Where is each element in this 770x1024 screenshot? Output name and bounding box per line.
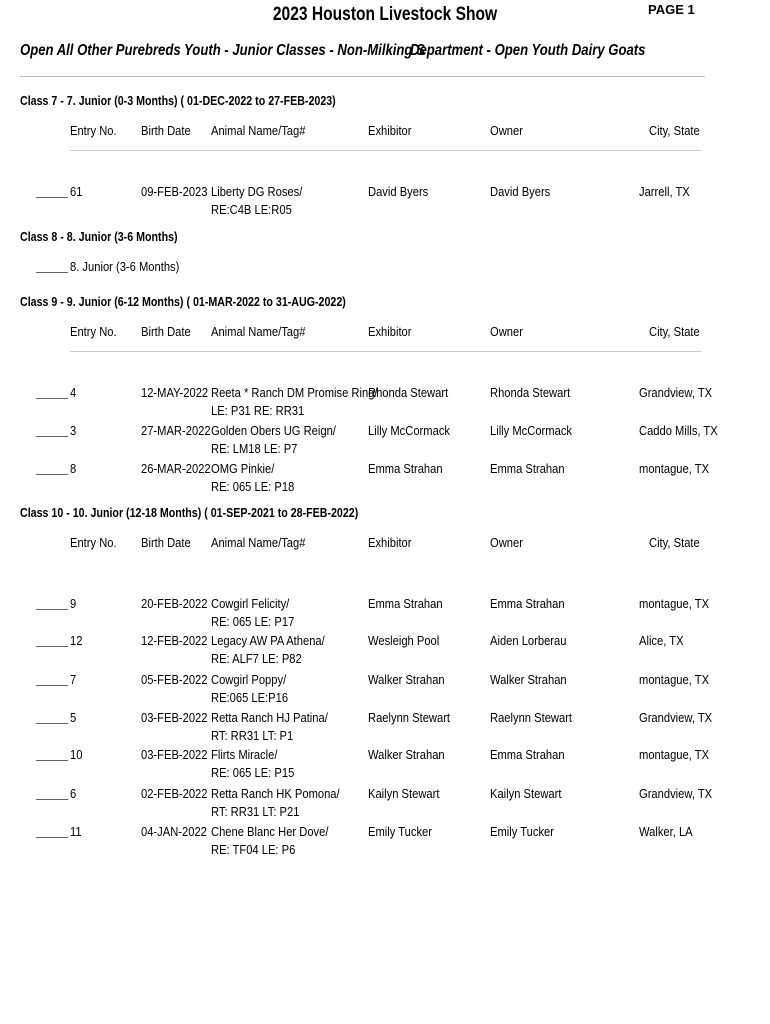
birth-date: 02-FEB-2022	[141, 786, 208, 801]
birth-date: 26-MAR-2022	[141, 461, 211, 476]
animal-tag: RE:065 LE:P16	[211, 690, 289, 705]
birth-date: 05-FEB-2022	[141, 672, 208, 687]
owner-name: Walker Strahan	[490, 672, 567, 687]
entry-number: 3	[70, 423, 77, 438]
city-state: Grandview, TX	[639, 786, 713, 801]
entry-number: 5	[70, 710, 77, 725]
col-animal-name: Animal Name/Tag#	[211, 535, 306, 550]
placing-blank[interactable]	[36, 474, 68, 475]
entry-number: 9	[70, 596, 77, 611]
exhibitor-name: Emma Strahan	[368, 596, 443, 611]
col-exhibitor: Exhibitor	[368, 324, 412, 339]
animal-tag: RT: RR31 LT: P21	[211, 804, 300, 819]
col-entry-no: Entry No.	[70, 123, 117, 138]
birth-date: 04-JAN-2022	[141, 824, 207, 839]
placing-blank[interactable]	[36, 837, 68, 838]
entry-number: 7	[70, 672, 77, 687]
placing-blank[interactable]	[36, 436, 68, 437]
animal-tag: RE: TF04 LE: P6	[211, 842, 296, 857]
animal-tag: RT: RR31 LT: P1	[211, 728, 294, 743]
animal-name: Liberty DG Roses/	[211, 184, 303, 199]
birth-date: 12-FEB-2022	[141, 633, 208, 648]
col-entry-no: Entry No.	[70, 324, 117, 339]
exhibitor-name: Walker Strahan	[368, 747, 445, 762]
department-name: Department - Open Youth Dairy Goats	[410, 42, 646, 59]
owner-name: Kailyn Stewart	[490, 786, 562, 801]
animal-tag: RE:C4B LE:R05	[211, 202, 292, 217]
col-animal-name: Animal Name/Tag#	[211, 324, 306, 339]
document-title: 2023 Houston Livestock Show	[272, 4, 498, 25]
animal-tag: RE: LM18 LE: P7	[211, 441, 298, 456]
animal-name: Legacy AW PA Athena/	[211, 633, 325, 648]
city-state: montague, TX	[639, 747, 710, 762]
city-state: montague, TX	[639, 461, 710, 476]
entry-number: 10	[70, 747, 83, 762]
placing-blank[interactable]	[36, 197, 68, 198]
placing-blank[interactable]	[36, 646, 68, 647]
col-entry-no: Entry No.	[70, 535, 117, 550]
class-9-heading: Class 9 - 9. Junior (6-12 Months) ( 01-MAR-2022 to 31-AUG-2022)	[20, 294, 346, 309]
animal-name: Flirts Miracle/	[211, 747, 278, 762]
exhibitor-name: Wesleigh Pool	[368, 633, 440, 648]
animal-name: Retta Ranch HJ Patina/	[211, 710, 328, 725]
exhibitor-name: Rhonda Stewart	[368, 385, 449, 400]
placing-blank[interactable]	[36, 685, 68, 686]
birth-date: 20-FEB-2022	[141, 596, 208, 611]
animal-name: Cowgirl Felicity/	[211, 596, 290, 611]
col-exhibitor: Exhibitor	[368, 535, 412, 550]
placing-blank[interactable]	[36, 609, 68, 610]
owner-name: Emma Strahan	[490, 461, 565, 476]
animal-tag: RE: 065 LE: P15	[211, 765, 295, 780]
class-8-heading: Class 8 - 8. Junior (3-6 Months)	[20, 229, 178, 244]
class-8-note: 8. Junior (3-6 Months)	[70, 259, 180, 274]
city-state: Grandview, TX	[639, 385, 713, 400]
owner-name: Rhonda Stewart	[490, 385, 571, 400]
owner-name: David Byers	[490, 184, 551, 199]
col-owner: Owner	[490, 324, 523, 339]
entry-number: 11	[70, 824, 82, 839]
placing-blank[interactable]	[36, 723, 68, 724]
page-number: PAGE 1	[648, 2, 695, 17]
placing-blank[interactable]	[36, 760, 68, 761]
exhibitor-name: Emma Strahan	[368, 461, 443, 476]
animal-name: OMG Pinkie/	[211, 461, 275, 476]
animal-tag: RE: ALF7 LE: P82	[211, 651, 302, 666]
exhibitor-name: Walker Strahan	[368, 672, 445, 687]
show-name: Open All Other Purebreds Youth - Junior Classes - Non-Milking S	[20, 42, 425, 59]
entry-number: 6	[70, 786, 77, 801]
city-state: Grandview, TX	[639, 710, 713, 725]
col-exhibitor: Exhibitor	[368, 123, 412, 138]
col-birth-date: Birth Date	[141, 123, 191, 138]
animal-name: Cowgirl Poppy/	[211, 672, 287, 687]
birth-date: 27-MAR-2022	[141, 423, 211, 438]
col-city-state: City, State	[649, 535, 700, 550]
col-owner: Owner	[490, 123, 523, 138]
owner-name: Lilly McCormack	[490, 423, 572, 438]
animal-tag: RE: 065 LE: P17	[211, 614, 295, 629]
header-divider	[20, 76, 705, 77]
animal-tag: RE: 065 LE: P18	[211, 479, 295, 494]
exhibitor-name: Raelynn Stewart	[368, 710, 451, 725]
owner-name: Raelynn Stewart	[490, 710, 573, 725]
owner-name: Emma Strahan	[490, 596, 565, 611]
owner-name: Emily Tucker	[490, 824, 554, 839]
exhibitor-name: Lilly McCormack	[368, 423, 450, 438]
animal-name: Reeta * Ranch DM Promise Ring/	[211, 385, 378, 400]
exhibitor-name: David Byers	[368, 184, 429, 199]
animal-name: Retta Ranch HK Pomona/	[211, 786, 340, 801]
col-birth-date: Birth Date	[141, 324, 191, 339]
animal-name: Golden Obers UG Reign/	[211, 423, 336, 438]
city-state: Jarrell, TX	[639, 184, 690, 199]
column-header-divider	[70, 150, 701, 151]
col-animal-name: Animal Name/Tag#	[211, 123, 306, 138]
placing-blank[interactable]	[36, 272, 68, 273]
entry-number: 12	[70, 633, 83, 648]
exhibitor-name: Emily Tucker	[368, 824, 432, 839]
city-state: Walker, LA	[639, 824, 693, 839]
city-state: Caddo Mills, TX	[639, 423, 718, 438]
birth-date: 03-FEB-2022	[141, 747, 208, 762]
column-header-divider	[70, 351, 701, 352]
entry-number: 61	[70, 184, 83, 199]
col-city-state: City, State	[649, 123, 700, 138]
birth-date: 12-MAY-2022	[141, 385, 209, 400]
owner-name: Emma Strahan	[490, 747, 565, 762]
birth-date: 09-FEB-2023	[141, 184, 208, 199]
entry-number: 4	[70, 385, 77, 400]
animal-name: Chene Blanc Her Dove/	[211, 824, 329, 839]
city-state: Alice, TX	[639, 633, 684, 648]
city-state: montague, TX	[639, 596, 710, 611]
placing-blank[interactable]	[36, 799, 68, 800]
entry-number: 8	[70, 461, 77, 476]
owner-name: Aiden Lorberau	[490, 633, 567, 648]
class-10-heading: Class 10 - 10. Junior (12-18 Months) ( 01-SEP-2021 to 28-FEB-2022)	[20, 505, 359, 520]
col-owner: Owner	[490, 535, 523, 550]
class-7-heading: Class 7 - 7. Junior (0-3 Months) ( 01-DEC-2022 to 27-FEB-2023)	[20, 93, 336, 108]
col-city-state: City, State	[649, 324, 700, 339]
city-state: montague, TX	[639, 672, 710, 687]
animal-tag: LE: P31 RE: RR31	[211, 403, 305, 418]
exhibitor-name: Kailyn Stewart	[368, 786, 440, 801]
col-birth-date: Birth Date	[141, 535, 191, 550]
placing-blank[interactable]	[36, 398, 68, 399]
birth-date: 03-FEB-2022	[141, 710, 208, 725]
